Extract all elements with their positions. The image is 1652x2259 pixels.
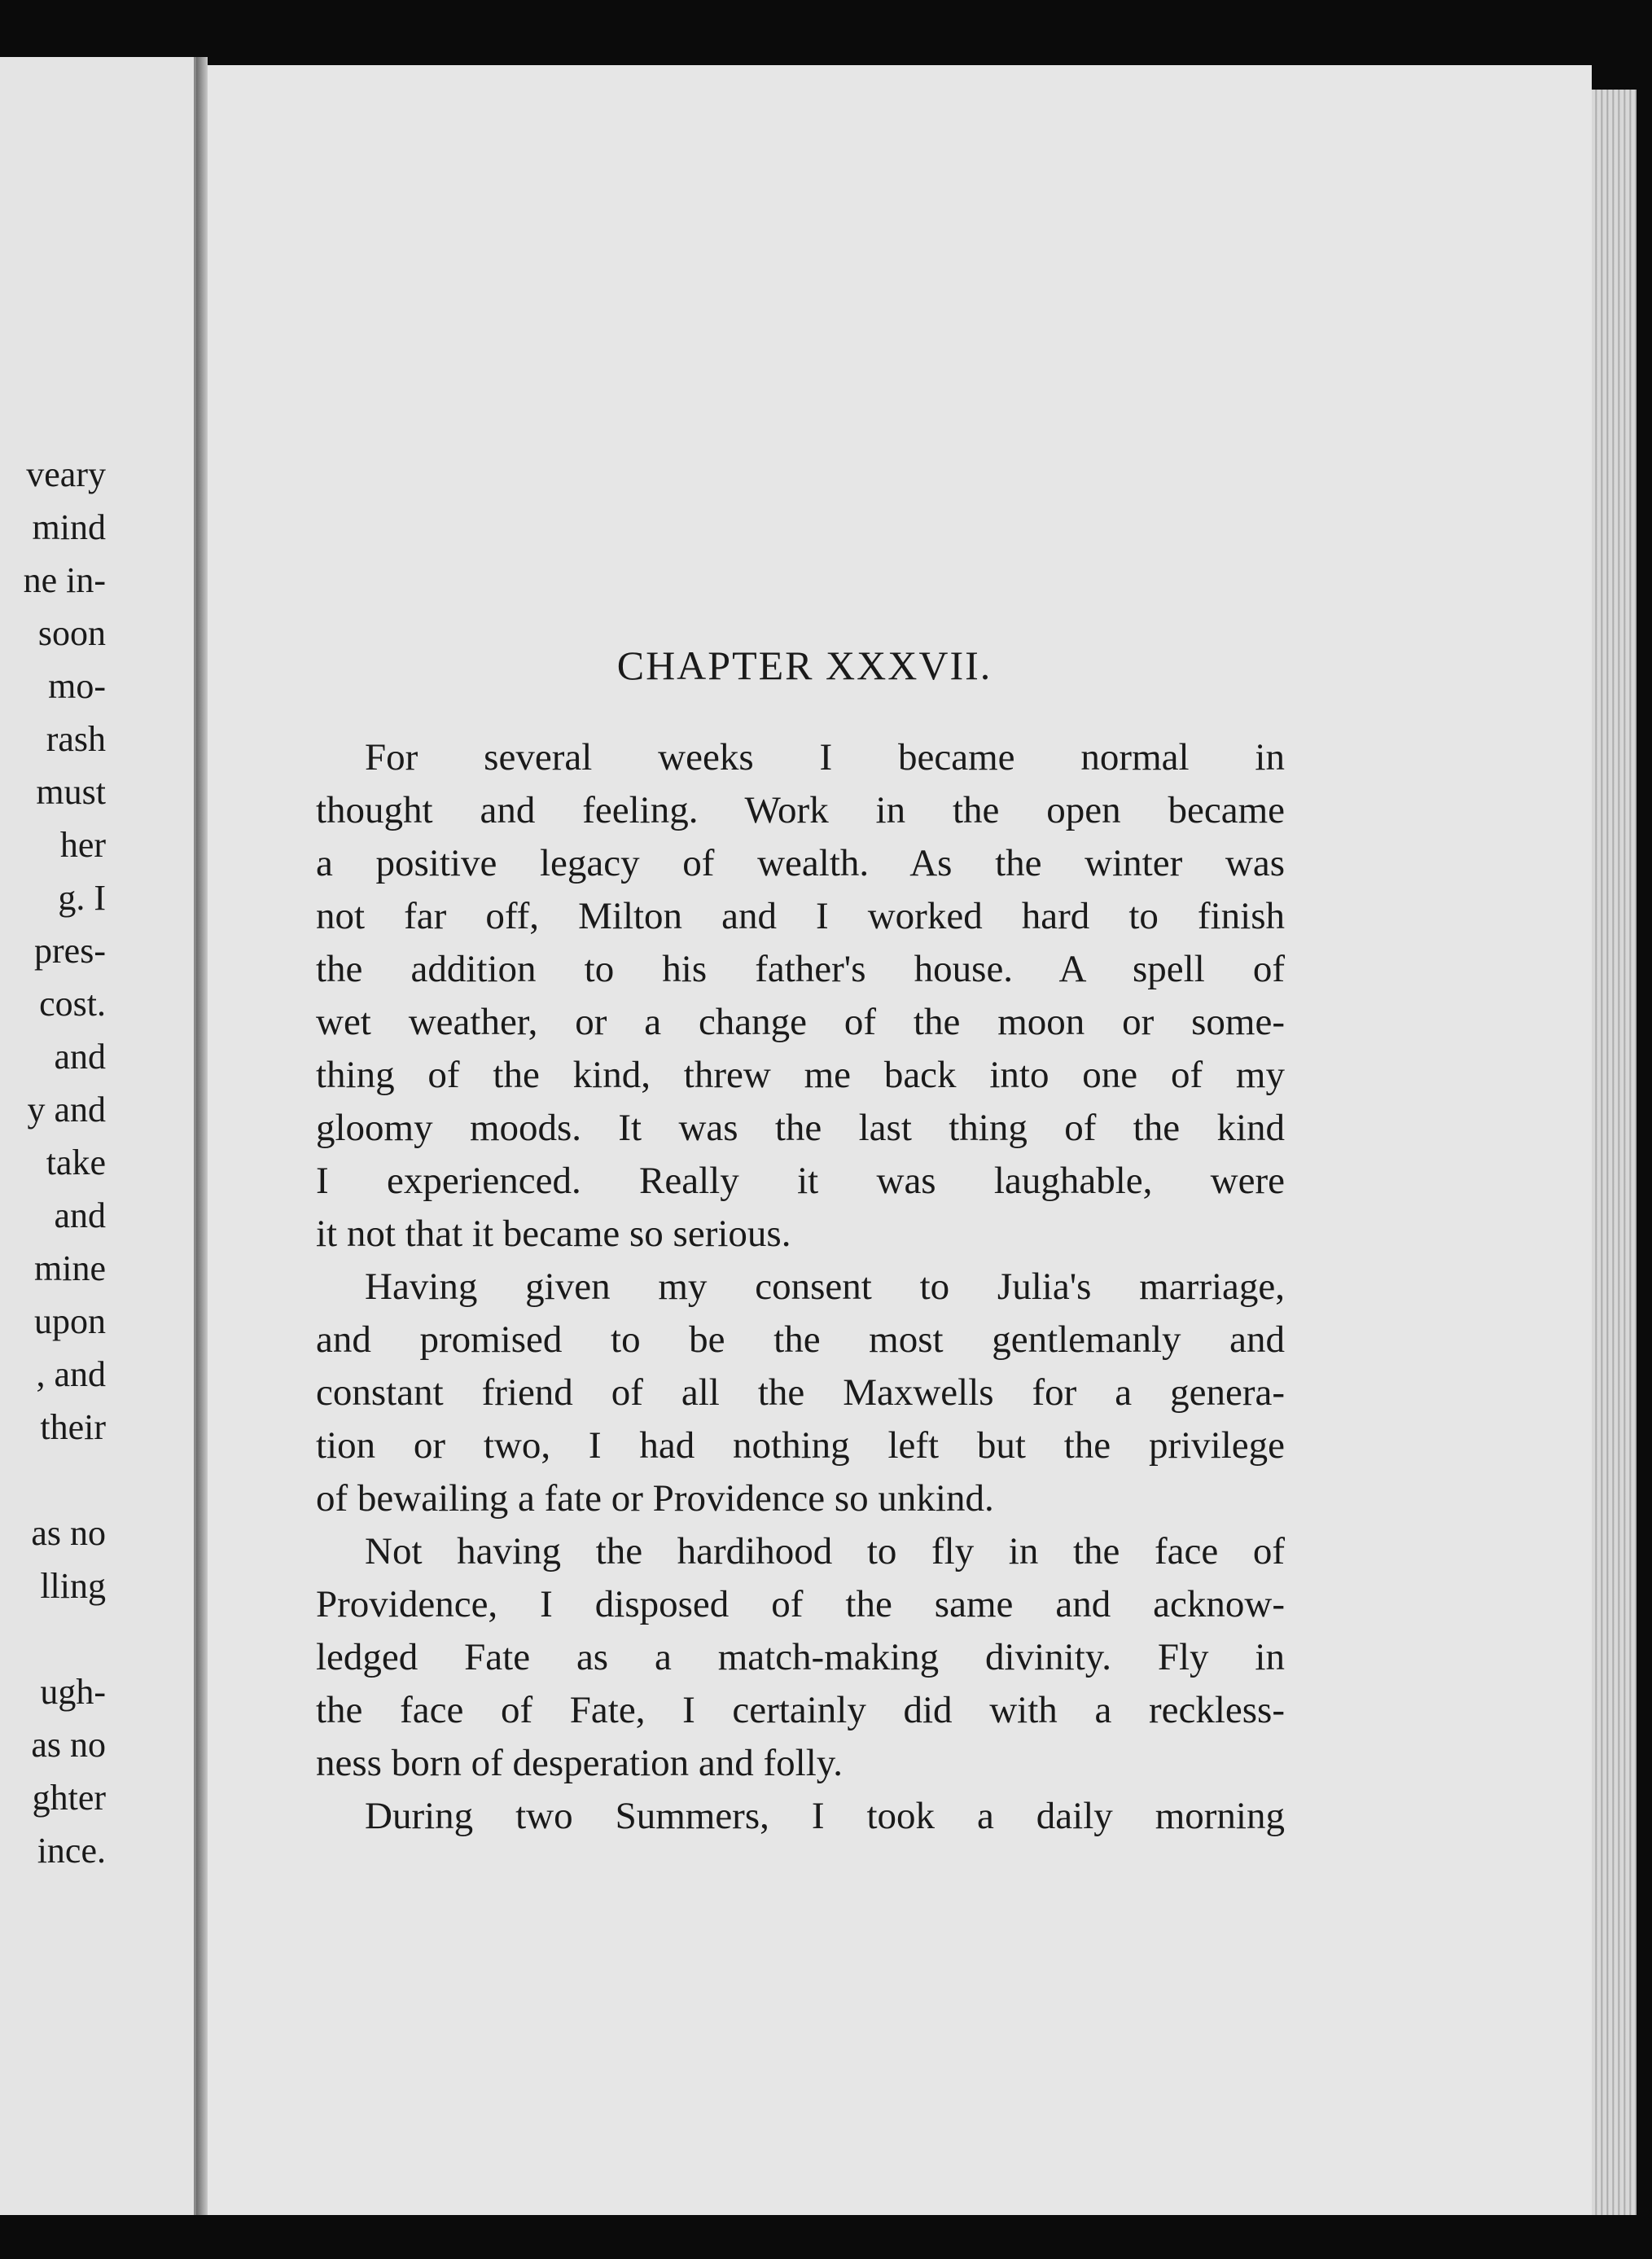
- text-line: wet weather, or a change of the moon or some-: [316, 1001, 1285, 1043]
- left-line: must: [36, 772, 106, 812]
- left-line: her: [59, 825, 106, 865]
- left-page-fragment: [0, 57, 196, 2215]
- left-line: their: [40, 1407, 106, 1447]
- text-line: the face of Fate, I certainly did with a reckless-: [316, 1689, 1285, 1731]
- text-line: gloomy moods. It was the last thing of the kind: [316, 1107, 1285, 1149]
- chapter-heading: CHAPTER XXXVII.: [616, 643, 993, 688]
- text-line: ness born of desperation and folly.: [316, 1742, 843, 1784]
- left-line: and: [54, 1037, 106, 1077]
- left-line: veary: [26, 454, 106, 494]
- left-line: [0, 1612, 106, 1665]
- text-line: and promised to be the most gentlemanly and: [316, 1318, 1285, 1361]
- text-line: ledged Fate as a match-making divinity. Fly in: [316, 1636, 1285, 1678]
- text-line: a positive legacy of wealth. As the winter was: [316, 842, 1285, 884]
- left-line: soon: [37, 613, 106, 653]
- text-line: For several weeks I became normal in: [365, 736, 1285, 779]
- left-line: g. I: [58, 878, 106, 918]
- left-line: take: [46, 1143, 106, 1182]
- text-line: I experienced. Really it was laughable, were: [316, 1160, 1285, 1202]
- left-line: and: [54, 1195, 106, 1235]
- left-line: mine: [34, 1248, 106, 1288]
- left-page-text: [0, 448, 106, 1877]
- text-line: thing of the kind, threw me back into one of my: [316, 1054, 1285, 1096]
- left-line: y and: [27, 1090, 106, 1130]
- left-line: rash: [46, 719, 106, 759]
- text-line: Having given my consent to Julia's marriage,: [365, 1265, 1285, 1308]
- text-line: constant friend of all the Maxwells for a genera-: [316, 1371, 1285, 1414]
- left-line: , and: [36, 1354, 106, 1394]
- text-line: it not that it became so serious.: [316, 1213, 791, 1255]
- text-line: Not having the hardihood to fly in the face of: [365, 1530, 1285, 1573]
- text-line: not far off, Milton and I worked hard to finish: [316, 895, 1285, 937]
- left-line: as no: [31, 1513, 106, 1553]
- left-line: upon: [34, 1301, 106, 1341]
- left-line: ghter: [32, 1778, 106, 1818]
- book-gutter: [196, 57, 208, 2215]
- left-line: cost.: [39, 984, 106, 1024]
- text-line: thought and feeling. Work in the open became: [316, 789, 1285, 831]
- left-line: lling: [40, 1566, 106, 1606]
- left-line: ugh-: [40, 1672, 106, 1712]
- text-line: During two Summers, I took a daily morning: [365, 1795, 1285, 1837]
- left-line: mo-: [48, 666, 106, 706]
- text-line: tion or two, I had nothing left but the privilege: [316, 1424, 1285, 1467]
- left-line: ince.: [37, 1831, 106, 1871]
- text-line: the addition to his father's house. A spell of: [316, 948, 1285, 990]
- left-line: pres-: [34, 931, 106, 971]
- left-line: [0, 1454, 106, 1507]
- text-line: of bewailing a fate or Providence so unkind.: [316, 1477, 994, 1520]
- text-line: Providence, I disposed of the same and acknow-: [316, 1583, 1285, 1625]
- left-line: ne in-: [23, 560, 106, 600]
- chapter-body: [316, 731, 1285, 1843]
- left-line: mind: [32, 507, 106, 547]
- page-edge-stack: [1592, 90, 1637, 2215]
- left-line: as no: [31, 1725, 106, 1765]
